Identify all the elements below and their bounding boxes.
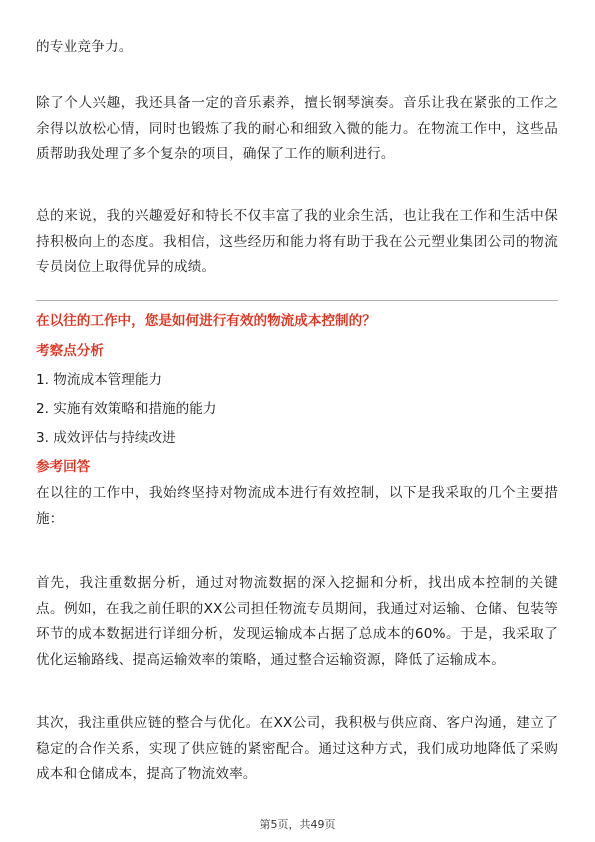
points-list [36,366,216,453]
list-item: 2. 实施有效策略和措施的能力 [36,401,217,417]
page-number-footer: 第5页，共49页 [259,818,336,831]
section-divider [36,300,558,301]
question-heading: 在以往的工作中，您是如何进行有效的物流成本控制的？ [36,313,376,329]
points-heading: 考察点分析 [36,343,104,359]
list-item: 3. 成效评估与持续改进 [36,430,176,446]
answer-second-paragraph: 其次，我注重供应链的整合与优化。在XX公司，我积极与供应商、客户沟通，建立了稳定的合作关系，实现了供应链的紧密配合。通过这种方式，我们成功地降低了采购成本和仓储成本，提高了物流效率。 [36,715,558,782]
intro-paragraph-tail: 的专业竞争力。 [36,39,133,55]
answer-intro-paragraph: 在以往的工作中，我始终坚持对物流成本进行有效控制，以下是我采取的几个主要措施： [36,485,558,527]
list-item: 1. 物流成本管理能力 [36,372,163,388]
music-paragraph: 除了个人兴趣，我还具备一定的音乐素养，擅长钢琴演奏。音乐让我在紧张的工作之余得以放松心情，同时也锻炼了我的耐心和细致入微的能力。在物流工作中，这些品质帮助我处理了多个复杂的项目，确保了工作的顺利进行。 [36,95,558,162]
answer-first-paragraph: 首先，我注重数据分析，通过对物流数据的深入挖掘和分析，找出成本控制的关键点。例如，在我之前任职的XX公司担任物流专员期间，我通过对运输、仓储、包装等环节的成本数据进行详细分析，发现运输成本占据了总成本的60%。于是，我采取了优化运输路线、提高运输效率的策略，通过整合运输资源，降低了运输成本。 [36,575,558,668]
answer-heading: 参考回答 [36,459,91,475]
summary-paragraph: 总的来说，我的兴趣爱好和特长不仅丰富了我的业余生活，也让我在工作和生活中保持积极向上的态度。我相信，这些经历和能力将有助于我在公元塑业集团公司的物流专员岗位上取得优异的成绩。 [36,208,558,275]
